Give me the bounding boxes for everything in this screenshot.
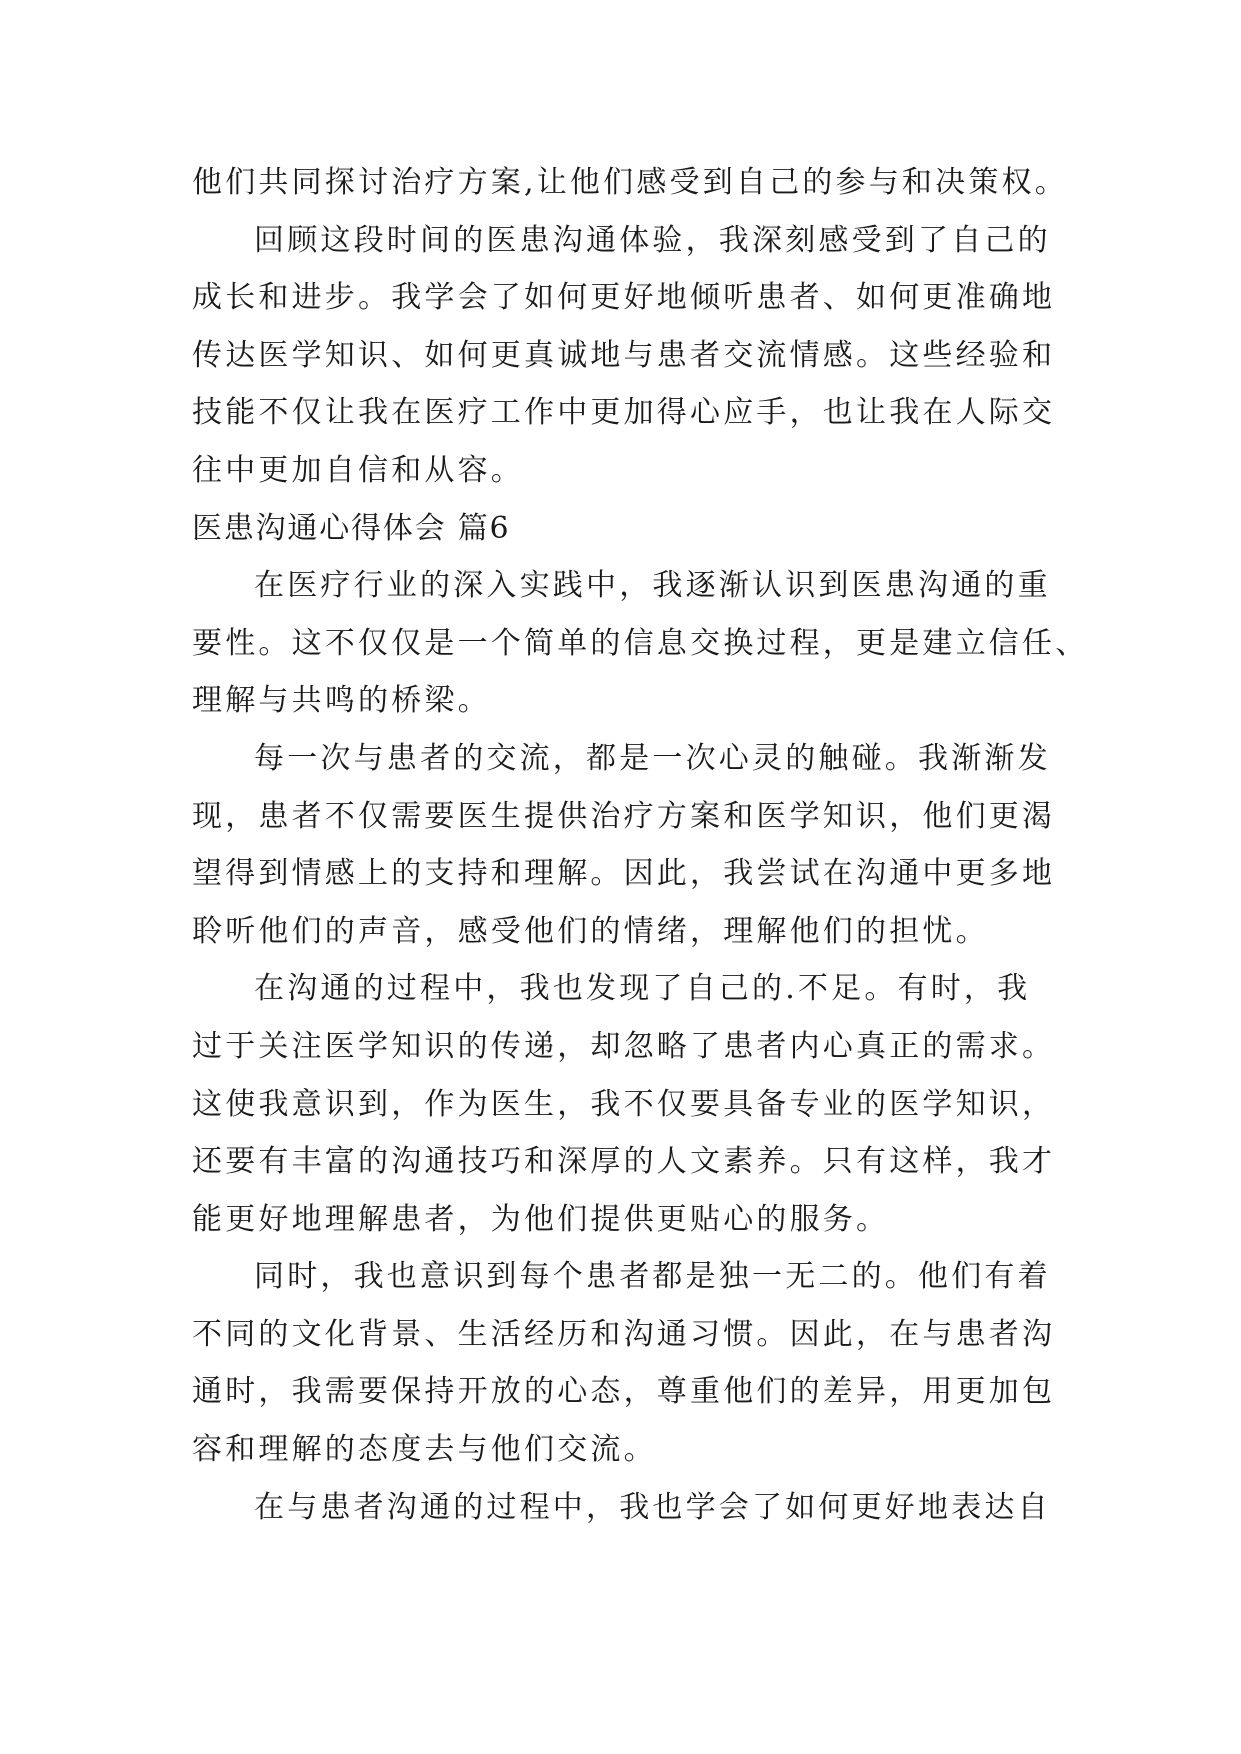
text-line: 望得到情感上的支持和理解。因此，我尝试在沟通中更多地	[192, 856, 1056, 892]
text-line: 理解与共鸣的桥梁。	[192, 683, 491, 719]
text-line: 通时，我需要保持开放的心态，尊重他们的差异，用更加包	[192, 1374, 1056, 1410]
text-line: 同时，我也意识到每个患者都是独一无二的。他们有着	[254, 1259, 1051, 1295]
text-line: 要性。这不仅仅是一个简单的信息交换过程，更是建立信任、	[192, 625, 1089, 661]
text-line: 过于关注医学知识的传递，却忽略了患者内心真正的需求。	[192, 1028, 1056, 1064]
document-body	[192, 154, 1092, 1536]
text-line: 技能不仅让我在医疗工作中更加得心应手，也让我在人际交	[192, 395, 1056, 431]
text-line: 能更好地理解患者，为他们提供更贴心的服务。	[192, 1201, 890, 1237]
text-line: 还要有丰富的沟通技巧和深厚的人文素养。只有这样，我才	[192, 1144, 1056, 1180]
text-line: 成长和进步。我学会了如何更好地倾听患者、如何更准确地	[192, 280, 1056, 316]
text-line: 在医疗行业的深入实践中，我逐渐认识到医患沟通的重	[254, 568, 1051, 604]
text-line: 不同的文化背景、生活经历和沟通习惯。因此，在与患者沟	[192, 1316, 1056, 1352]
text-line: 在与患者沟通的过程中，我也学会了如何更好地表达自	[254, 1489, 1051, 1525]
text-line: 这使我意识到，作为医生，我不仅要具备专业的医学知识，	[192, 1086, 1056, 1122]
text-line: 回顾这段时间的医患沟通体验，我深刻感受到了自己的	[254, 222, 1051, 258]
text-line: 传达医学知识、如何更真诚地与患者交流情感。这些经验和	[192, 337, 1056, 373]
text-line: 容和理解的态度去与他们交流。	[192, 1432, 657, 1468]
text-line: 现，患者不仅需要医生提供治疗方案和医学知识，他们更渴	[192, 798, 1056, 834]
text-line: 往中更加自信和从容。	[192, 452, 524, 488]
section-heading: 医患沟通心得体会 篇6	[192, 510, 511, 546]
text-line: 他们共同探讨治疗方案,让他们感受到自己的参与和决策权。	[192, 165, 1068, 200]
text-line: 每一次与患者的交流，都是一次心灵的触碰。我渐渐发	[254, 740, 1051, 776]
text-line: 在沟通的过程中，我也发现了自己的.不足。有时，我	[254, 971, 1031, 1007]
text-line: 聆听他们的声音，感受他们的情绪，理解他们的担忧。	[192, 913, 989, 949]
